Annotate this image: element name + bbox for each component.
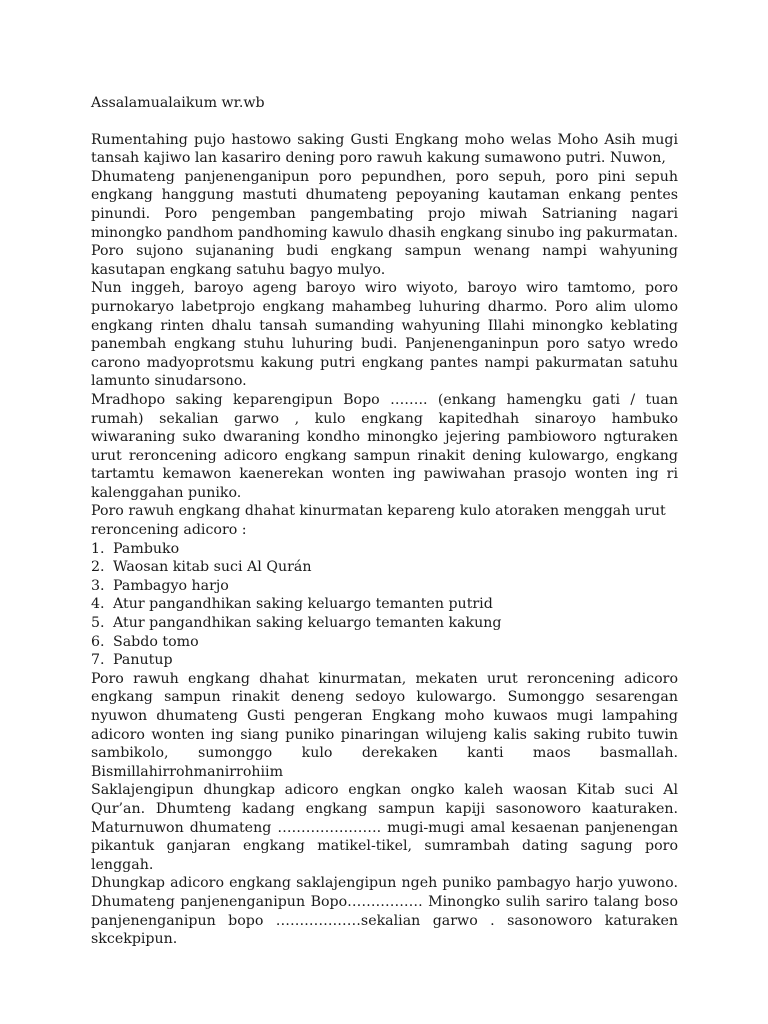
agenda-label: Atur pangandhikan saking keluargo temanten putrid xyxy=(113,596,493,613)
paragraph-host: Mradhopo saking keparengipun Bopo …….. (enkang hamengku gati / tuan rumah) sekalian garwo , kulo engkang kapitedhah sinaroyo hambuko wiwaraning suko dwaraning kondho minongko jejering pambioworo ngturaken urut reroncening adicoro engkang sampun rinakit dening kulowargo, engkang tartamtu kemawon kaenerekan wonten ing pawiwahan prasojo wonten ing ri kalenggahan puniko. xyxy=(91,391,678,501)
agenda-number: 2. xyxy=(91,559,105,576)
agenda-item xyxy=(91,633,678,652)
agenda-label: Pambagyo harjo xyxy=(113,577,229,594)
paragraph-elders: Dhumateng panjenenganipun poro pepundhen, poro sepuh, poro pini sepuh engkang hanggung mastuti dhumateng pepoyaning kautaman enkang pentes pinundi. Poro pengemban pangembating projo miwah Satrianing nagari minongko pandhom pandhoming kawulo dhasih engkang sinubo ing pakurmatan. Poro sujono sujananing budi engkang sampun wenang nampi wahyuning kasutapan engkang satuhu bagyo mulyo. xyxy=(91,168,678,278)
agenda-label: Atur pangandhikan saking keluargo temanten kakung xyxy=(113,615,502,632)
agenda-list xyxy=(91,540,678,670)
agenda-item xyxy=(91,614,678,633)
document-body xyxy=(91,94,678,949)
agenda-number: 1. xyxy=(91,540,105,557)
agenda-item xyxy=(91,577,678,596)
agenda-number: 3. xyxy=(91,577,105,594)
agenda-item xyxy=(91,540,678,559)
agenda-label: Pambuko xyxy=(113,540,180,557)
agenda-item xyxy=(91,651,678,670)
greeting: Assalamualaikum wr.wb xyxy=(91,95,265,111)
agenda-item xyxy=(91,558,678,577)
agenda-label: Sabdo tomo xyxy=(113,633,199,650)
paragraph-opening: Rumentahing pujo hastowo saking Gusti Engkang moho welas Moho Asih mugi tansah kajiwo lan kasariro dening poro rawuh kakung sumawono putri. Nuwon, xyxy=(91,131,678,167)
agenda-number: 6. xyxy=(91,633,105,650)
agenda-item xyxy=(91,595,678,614)
agenda-number: 5. xyxy=(91,615,105,632)
paragraph-dignitaries: Nun inggeh, baroyo ageng baroyo wiro wiyoto, baroyo wiro tamtomo, poro purnokaryo labetprojo engkang mahambeg luhuring dharmo. Poro alim ulomo engkang rinten dhalu tansah sumanding wahyuning Illahi minongko keblating panembah engkang stuhu luhuring budi. Panjenenganinpun poro satyo wredo carono madyoprotsmu kakung putri engkang pantes nampi pakurmatan satuhu lamunto sinudarsono. xyxy=(91,280,678,390)
agenda-label: Waosan kitab suci Al Qurán xyxy=(113,559,312,576)
paragraph-basmallah: Poro rawuh engkang dhahat kinurmatan, mekaten urut reroncening adicoro engkang sampun rinakit deneng sedoyo kulowargo. Sumonggo sesarengan nyuwon dhumateng Gusti pengeran Engkang moho kuwaos mugi lampahing adicoro wonten ing siang puniko pinaringan wilujeng kalis saking rubito tuwin sambikolo, sumonggo kulo derekaken kanti maos basmallah. Bismillahirrohmanirrohiim xyxy=(91,670,678,780)
agenda-number: 4. xyxy=(91,596,105,613)
agenda-label: Panutup xyxy=(113,652,173,669)
paragraph-agenda-intro: Poro rawuh engkang dhahat kinurmatan kepareng kulo atoraken menggah urut reroncening adicoro : xyxy=(91,503,666,539)
paragraph-welcome-speech: Dhungkap adicoro engkang saklajengipun ngeh puniko pambagyo harjo yuwono. Dhumateng panjenenganipun Bopo……………. Minongko sulih sariro talang boso panjenenganipun bopo ………………sekalian garwo . sasonoworo katuraken skcekpipun. xyxy=(91,875,678,948)
paragraph-quran-reading: Saklajengipun dhungkap adicoro engkan ongko kaleh waosan Kitab suci Al Qur’an. Dhumteng kadang engkang sampun kapiji sasonoworo kaaturaken. Maturnuwon dhumateng …………………. mugi-mugi amal kesaenan panjenengan pikantuk ganjaran engkang matikel-tikel, sumrambah dating sagung poro lenggah. xyxy=(91,782,678,873)
agenda-number: 7. xyxy=(91,652,105,669)
